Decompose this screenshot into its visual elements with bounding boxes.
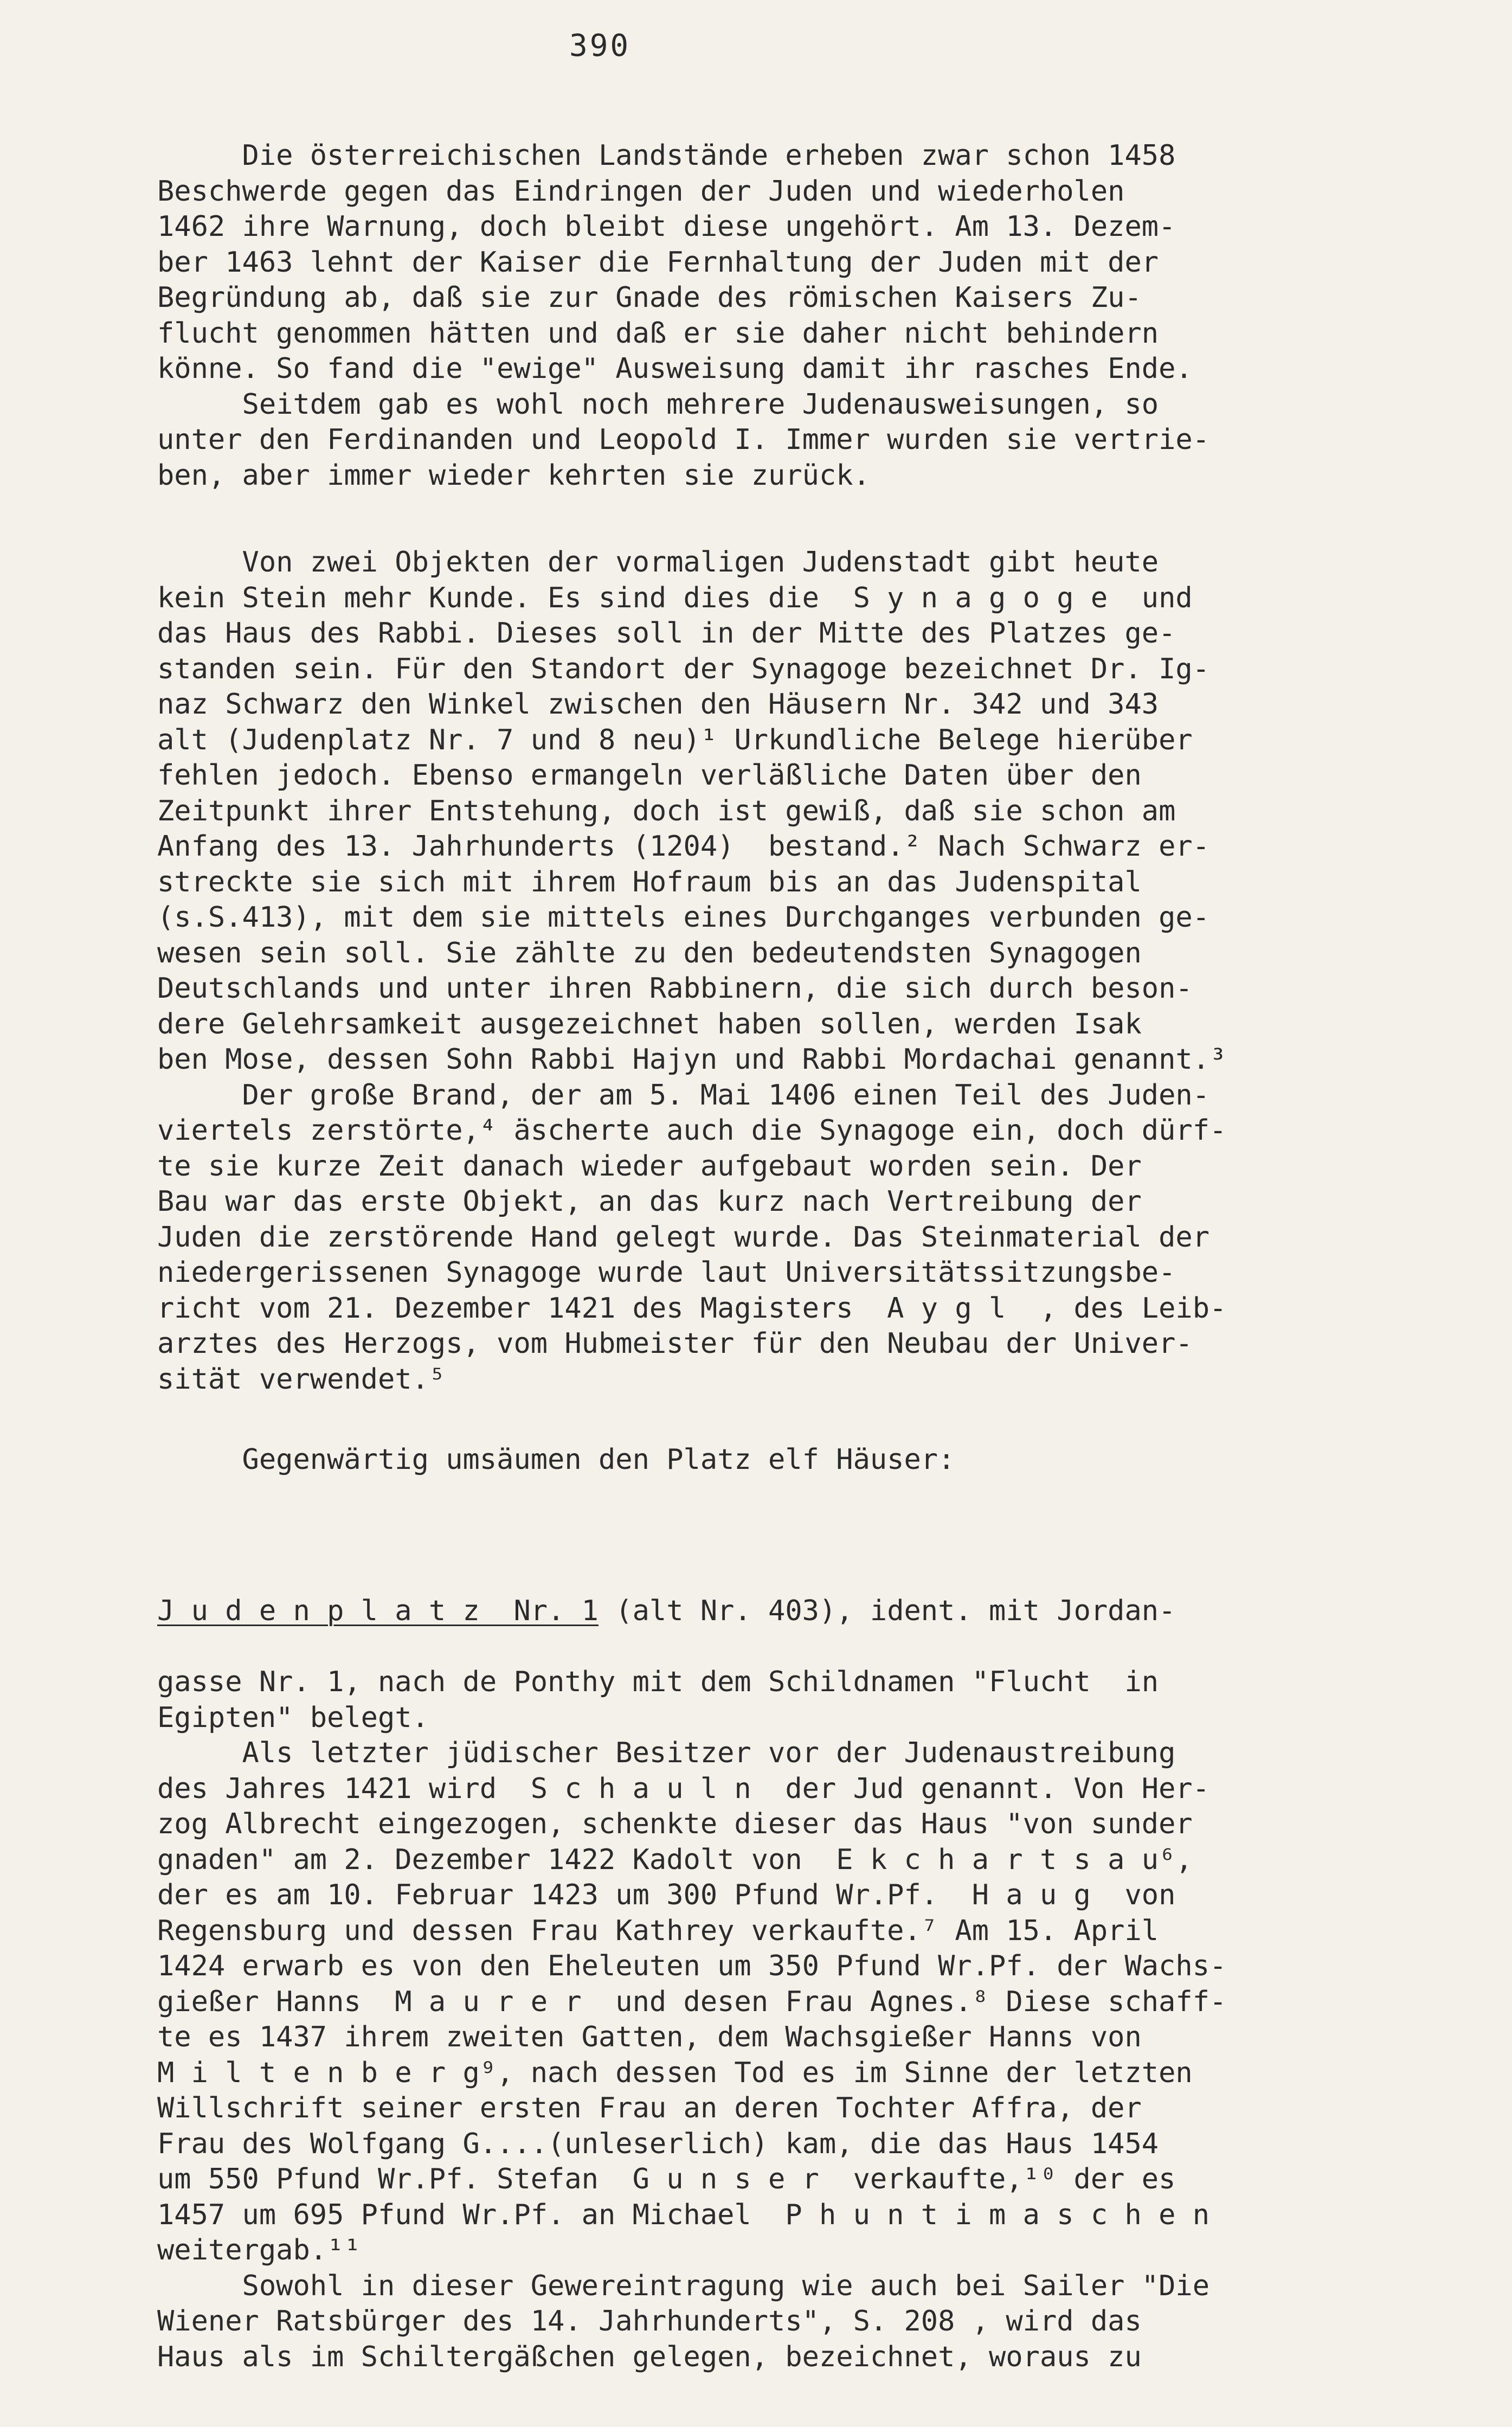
text-line: Als letzter jüdischer Besitzer vor der Judenaustreibung: [157, 1737, 1176, 1769]
page-number: 390: [569, 28, 631, 63]
text-line: ber 1463 lehnt der Kaiser die Fernhaltung der Juden mit der: [157, 246, 1159, 279]
text-line: Haus als im Schiltergäßchen gelegen, bezeichnet, woraus zu: [157, 2340, 1142, 2373]
text-line: flucht genommen hätten und daß er sie daher nicht behindern: [157, 317, 1159, 350]
text-line: alt (Judenplatz Nr. 7 und 8 neu)¹ Urkundliche Belege hierüber: [157, 723, 1193, 756]
text-line: könne. So fand die "ewige" Ausweisung damit ihr rasches Ende.: [157, 352, 1193, 385]
text-line: (s.S.413), mit dem sie mittels eines Durchganges verbunden ge-: [157, 901, 1210, 934]
text-line: 1462 ihre Warnung, doch bleibt diese ungehört. Am 13. Dezem-: [157, 210, 1176, 243]
text-line: streckte sie sich mit ihrem Hofraum bis an das Judenspital: [157, 865, 1142, 898]
text-line: ben, aber immer wieder kehrten sie zurück.: [157, 459, 870, 492]
text-line: 1424 erwarb es von den Eheleuten um 350 Pfund Wr.Pf. der Wachs-: [157, 1950, 1227, 1982]
text-line: gasse Nr. 1, nach de Ponthy mit dem Schildnamen "Flucht in: [157, 1666, 1159, 1698]
text-line: Sowohl in dieser Gewereintragung wie auch bei Sailer "Die: [157, 2269, 1210, 2302]
text-line: fehlen jedoch. Ebenso ermangeln verläßliche Daten über den: [157, 759, 1142, 792]
text-line: Frau des Wolfgang G....(unleserlich) kam, die das Haus 1454: [157, 2127, 1159, 2160]
text-line: Die österreichischen Landstände erheben zwar schon 1458: [157, 139, 1176, 172]
text-line: ben Mose, dessen Sohn Rabbi Hajyn und Rabbi Mordachai genannt.³: [157, 1043, 1227, 1076]
text-line: Deutschlands und unter ihren Rabbinern, die sich durch beson-: [157, 972, 1193, 1005]
text-line: Juden die zerstörende Hand gelegt wurde. Das Steinmaterial der: [157, 1221, 1210, 1254]
text-line: dere Gelehrsamkeit ausgezeichnet haben sollen, werden Isak: [157, 1007, 1142, 1041]
text-line: wesen sein soll. Sie zählte zu den bedeutendsten Synagogen: [157, 936, 1142, 969]
text-line: standen sein. Für den Standort der Synagoge bezeichnet Dr. Ig-: [157, 652, 1210, 685]
text-line: Seitdem gab es wohl noch mehrere Judenausweisungen, so: [157, 388, 1159, 421]
text-line: um 550 Pfund Wr.Pf. Stefan G u n s e r verkaufte,¹⁰ der es: [157, 2163, 1176, 2195]
paragraph-current-houses: [157, 1442, 1491, 1478]
text-line: niedergerissenen Synagoge wurde laut Universitätssitzungsbe-: [157, 1256, 1176, 1289]
text-line: Willschrift seiner ersten Frau an deren Tochter Affra, der: [157, 2092, 1142, 2124]
text-line: zog Albrecht eingezogen, schenkte dieser das Haus "von sunder: [157, 1808, 1193, 1840]
text-line: viertels zerstörte,⁴ äscherte auch die Synagoge ein, doch dürf-: [157, 1114, 1227, 1147]
text-line: weitergab.¹¹: [157, 2234, 361, 2267]
section-heading-line: [157, 1594, 1491, 1629]
paragraph-synagogue: [157, 545, 1491, 1397]
text-line: Der große Brand, der am 5. Mai 1406 einen Teil des Juden-: [157, 1078, 1210, 1112]
text-line: Zeitpunkt ihrer Entstehung, doch ist gewiß, daß sie schon am: [157, 794, 1176, 827]
text-line: Gegenwärtig umsäumen den Platz elf Häuser:: [157, 1443, 955, 1476]
text-line: M i l t e n b e r g⁹, nach dessen Tod es im Sinne der letzten: [157, 2056, 1193, 2089]
text-line: arztes des Herzogs, vom Hubmeister für den Neubau der Univer-: [157, 1327, 1193, 1360]
text-line: Von zwei Objekten der vormaligen Judenstadt gibt heute: [157, 546, 1159, 579]
paragraph-austrian-estates: [157, 138, 1491, 493]
section-judenplatz-1: [157, 1523, 1491, 2375]
text-line: Beschwerde gegen das Eindringen der Juden und wiederholen: [157, 175, 1125, 208]
text-line: Regensburg und dessen Frau Kathrey verkaufte.⁷ Am 15. April: [157, 1914, 1159, 1947]
text-line: te es 1437 ihrem zweiten Gatten, dem Wachsgießer Hanns von: [157, 2021, 1142, 2053]
text-line: richt vom 21. Dezember 1421 des Magisters A y g l , des Leib-: [157, 1292, 1227, 1325]
text-line: der es am 10. Februar 1423 um 300 Pfund Wr.Pf. H a u g von: [157, 1879, 1176, 1911]
section-heading-rest: (alt Nr. 403), ident. mit Jordan-: [598, 1595, 1176, 1627]
text-line: naz Schwarz den Winkel zwischen den Häusern Nr. 342 und 343: [157, 688, 1159, 721]
text-line: Anfang des 13. Jahrhunderts (1204) bestand.² Nach Schwarz er-: [157, 830, 1210, 863]
text-line: des Jahres 1421 wird S c h a u l n der Jud genannt. Von Her-: [157, 1772, 1210, 1805]
text-line: gnaden" am 2. Dezember 1422 Kadolt von E k c h a r t s a u⁶,: [157, 1843, 1193, 1876]
text-line: Wiener Ratsbürger des 14. Jahrhunderts", S. 208 , wird das: [157, 2305, 1142, 2338]
text-line: unter den Ferdinanden und Leopold I. Immer wurden sie vertrie-: [157, 423, 1210, 456]
section-heading: J u d e n p l a t z Nr. 1: [157, 1595, 599, 1627]
text-line: sität verwendet.⁵: [157, 1363, 446, 1396]
text-line: gießer Hanns M a u r e r und desen Frau Agnes.⁸ Diese schaff-: [157, 1985, 1227, 2018]
text-line: Egipten" belegt.: [157, 1701, 429, 1734]
text-line: te sie kurze Zeit danach wieder aufgebaut worden sein. Der: [157, 1150, 1142, 1183]
text-line: das Haus des Rabbi. Dieses soll in der Mitte des Platzes ge-: [157, 617, 1176, 650]
text-line: kein Stein mehr Kunde. Es sind dies die S y n a g o g e und: [157, 581, 1193, 614]
text-line: Bau war das erste Objekt, an das kurz nach Vertreibung der: [157, 1185, 1142, 1218]
text-line: Begründung ab, daß sie zur Gnade des römischen Kaisers Zu-: [157, 281, 1142, 314]
text-line: 1457 um 695 Pfund Wr.Pf. an Michael P h u n t i m a s c h e n: [157, 2198, 1210, 2231]
